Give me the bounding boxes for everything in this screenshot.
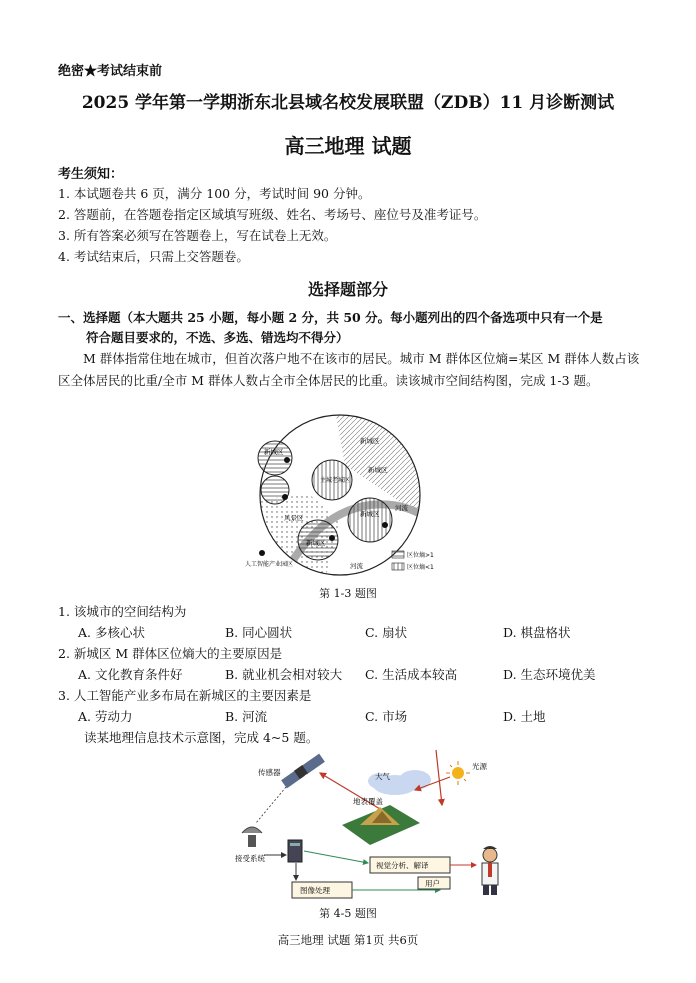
ai-park-marker (259, 550, 265, 556)
fig1-label-river: 河流 (350, 562, 363, 570)
intro-paragraph: M 群体指常住地在城市，但首次落户地不在该市的居民。城市 M 群体区位熵=某区 M 群体人数占该区全体居民的比重/全市 M 群体人数占全市全体居民的比重。读该城市空间结构图，完成 1-3 题。 (58, 351, 640, 388)
fig1-label-scenic: 风景区 (284, 514, 304, 522)
option-c: C. 生活成本较高 (365, 667, 458, 682)
notice-heading: 考生须知： (58, 167, 124, 182)
fig2-label-analysis: 视觉分析、解译 (376, 861, 429, 870)
terrain-icon (342, 805, 420, 845)
fig1-label-ai-park: 人工智能产业园区 (245, 561, 294, 568)
notice-item: 3. 所有答案必须写在答题卷上，写在试卷上无效。 (58, 228, 337, 243)
option-b: B. 河流 (225, 709, 268, 724)
fig2-label-image: 图像处理 (300, 886, 330, 895)
fig1-label-new: 新城区 (360, 510, 380, 518)
fig1-label-old: 主城老城区 (320, 477, 351, 484)
fig1-label-new: 新城区 (264, 448, 284, 456)
figure2-caption: 第 4-5 题图 (319, 907, 377, 920)
option-d: D. 土地 (503, 709, 546, 724)
fig1-label-new: 新城区 (360, 437, 380, 445)
option-d: D. 生态环境优美 (503, 667, 596, 682)
legend-gt1: 区位熵>1 (407, 552, 434, 559)
notice-item: 1. 本试题卷共 6 页，满分 100 分，考试时间 90 分钟。 (58, 186, 371, 201)
secret-label: 绝密★考试结束前 (58, 64, 163, 79)
receiver-dish-icon (242, 827, 262, 847)
fig2-label-light: 光源 (472, 762, 487, 771)
sun-icon (446, 761, 470, 785)
part-heading (58, 308, 648, 348)
remote-sensing-figure (230, 745, 510, 905)
intro-4-5: 读某地理信息技术示意图，完成 4~5 题。 (84, 730, 319, 745)
option-c: C. 扇状 (365, 625, 408, 640)
user-person-icon (482, 846, 498, 895)
option-d: D. 棋盘格状 (503, 625, 571, 640)
fig1-label-new: 新城区 (368, 466, 388, 474)
option-b: B. 就业机会相对较大 (225, 667, 343, 682)
notice-item: 2. 答题前，在答题卷指定区域填写班级、姓名、考场号、座位号及准考证号。 (58, 207, 487, 222)
option-b: B. 同心圆状 (225, 625, 293, 640)
option-a: A. 多核心状 (78, 625, 145, 640)
part-heading-line2: 符合题目要求的，不选、多选、错选均不得分） (86, 330, 349, 345)
fig2-label-atmosphere: 大气 (375, 772, 390, 781)
fig1-label-new: 新城区 (306, 539, 326, 547)
satellite-icon (281, 754, 325, 789)
figure1-caption: 第 1-3 题图 (319, 587, 377, 600)
question-stem: 2. 新城区 M 群体区位熵大的主要原因是 (58, 646, 283, 661)
option-a: A. 文化教育条件好 (78, 667, 183, 682)
fig1-label-river: 河流 (395, 504, 408, 512)
fig2-label-sensor: 传感器 (258, 768, 281, 777)
fig2-label-surface: 地表覆盖 (353, 797, 383, 806)
exam-title: 2025 学年第一学期浙东北县域名校发展联盟（ZDB）11 月诊断测试 (81, 93, 615, 113)
fig2-label-receiver: 接受系统 (235, 854, 265, 863)
option-c: C. 市场 (365, 709, 408, 724)
subject-title: 高三地理 试题 (284, 134, 412, 158)
question-stem: 1. 该城市的空间结构为 (58, 604, 187, 619)
legend-lt1: 区位熵<1 (407, 564, 434, 571)
question-stem: 3. 人工智能产业多布局在新城区的主要因素是 (58, 688, 312, 703)
computer-icon (288, 840, 302, 862)
fig2-label-user: 用户 (425, 879, 440, 888)
notice-item: 4. 考试结束后，只需上交答题卷。 (58, 249, 249, 264)
option-a: A. 劳动力 (78, 709, 133, 724)
city-structure-figure (240, 410, 440, 585)
page-footer: 高三地理 试题 第1页 共6页 (277, 933, 419, 947)
section-title: 选择题部分 (307, 280, 388, 299)
part-heading-line1: 一、选择题（本大题共 25 小题，每小题 2 分，共 50 分。每小题列出的四个备选项中只有一个是 (58, 310, 603, 325)
